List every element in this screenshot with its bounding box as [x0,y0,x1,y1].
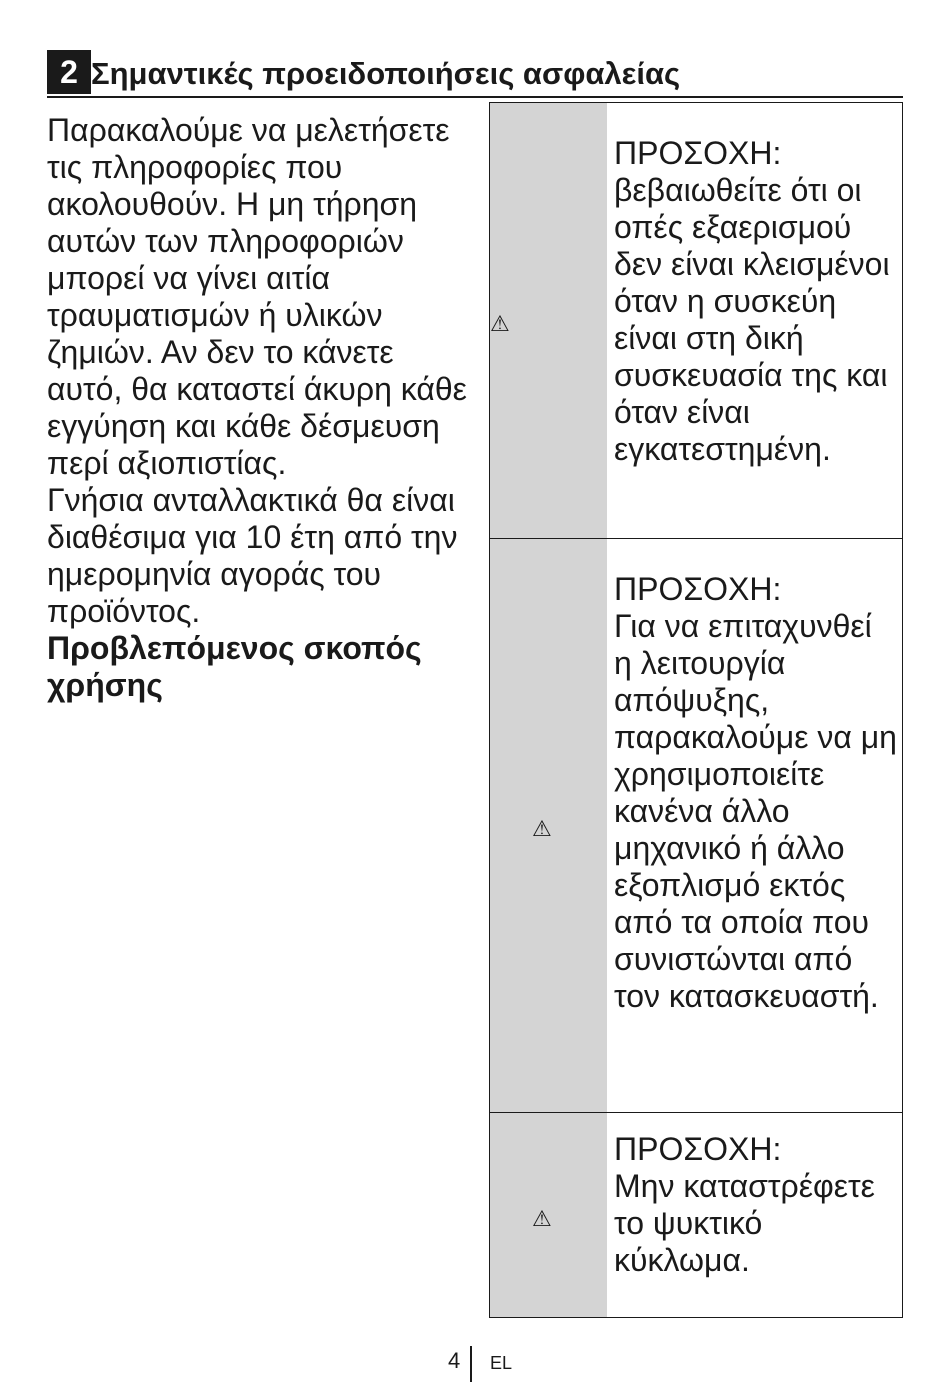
intro-column [47,112,467,704]
spare-parts-paragraph: Γνήσια ανταλλακτικά θα είναι διαθέσιμα για 10 έτη από την ημερομηνία αγοράς του προϊόντος. [47,482,458,629]
intro-paragraph: Παρακαλούμε να μελετήσετε τις πληροφορίες που ακολουθούν. Η μη τήρηση αυτών των πληροφοριών μπορεί να γίνει αιτία τραυματισμών ή υλικών ζημιών. Αν δεν το κάνετε αυτό, θα καταστεί άκυρη κάθε εγγύηση και κάθε δέσμευση περί αξιοπιστίας. [47,112,467,481]
warning-triangle-icon: ⚠ [490,312,510,337]
warning-text: Μην καταστρέφετε το ψυκτικό κύκλωμα. [614,1168,875,1278]
intended-use-heading: Προβλεπόμενος σκοπός χρήσης [47,630,422,703]
warning-label: ΠΡΟΣΟΧΗ: [614,571,782,607]
warning-label: ΠΡΟΣΟΧΗ: [614,1131,782,1167]
warning-row [490,103,902,539]
footer-divider [470,1346,472,1382]
warning-row [490,1113,902,1317]
section-number: 2 [47,50,91,94]
warning-text-cell [614,1131,898,1279]
warning-label: ΠΡΟΣΟΧΗ: [614,135,782,171]
warning-text-cell [614,571,898,1015]
warning-row [490,539,902,1113]
warning-icon-cell [490,1113,607,1317]
warning-triangle-icon: ⚠ [532,1207,552,1232]
warning-triangle-icon: ⚠ [532,817,552,842]
language-code: EL [490,1353,513,1373]
warning-text: βεβαιωθείτε ότι οι οπές εξαερισμού δεν είναι κλεισμένοι όταν η συσκεύη είναι στη δική συσκευασία της και όταν είναι εγκατεστημένη. [614,172,890,467]
warning-icon-cell [490,103,607,538]
page-number: 4 [448,1348,461,1373]
warnings-table [489,102,903,1318]
section-header [47,50,903,98]
warning-icon-cell [490,539,607,1112]
warning-text-cell [614,135,898,468]
warning-text: Για να επιταχυνθεί η λειτουργία απόψυξης, παρακαλούμε να μη χρησιμοποιείτε κανένα άλλο μηχανικό ή άλλο εξοπλισμό εκτός από τα οποία που συνιστώνται από τον κατασκευαστή. [614,608,897,1014]
section-title: Σημαντικές προειδοποιήσεις ασφαλείας [91,56,681,91]
